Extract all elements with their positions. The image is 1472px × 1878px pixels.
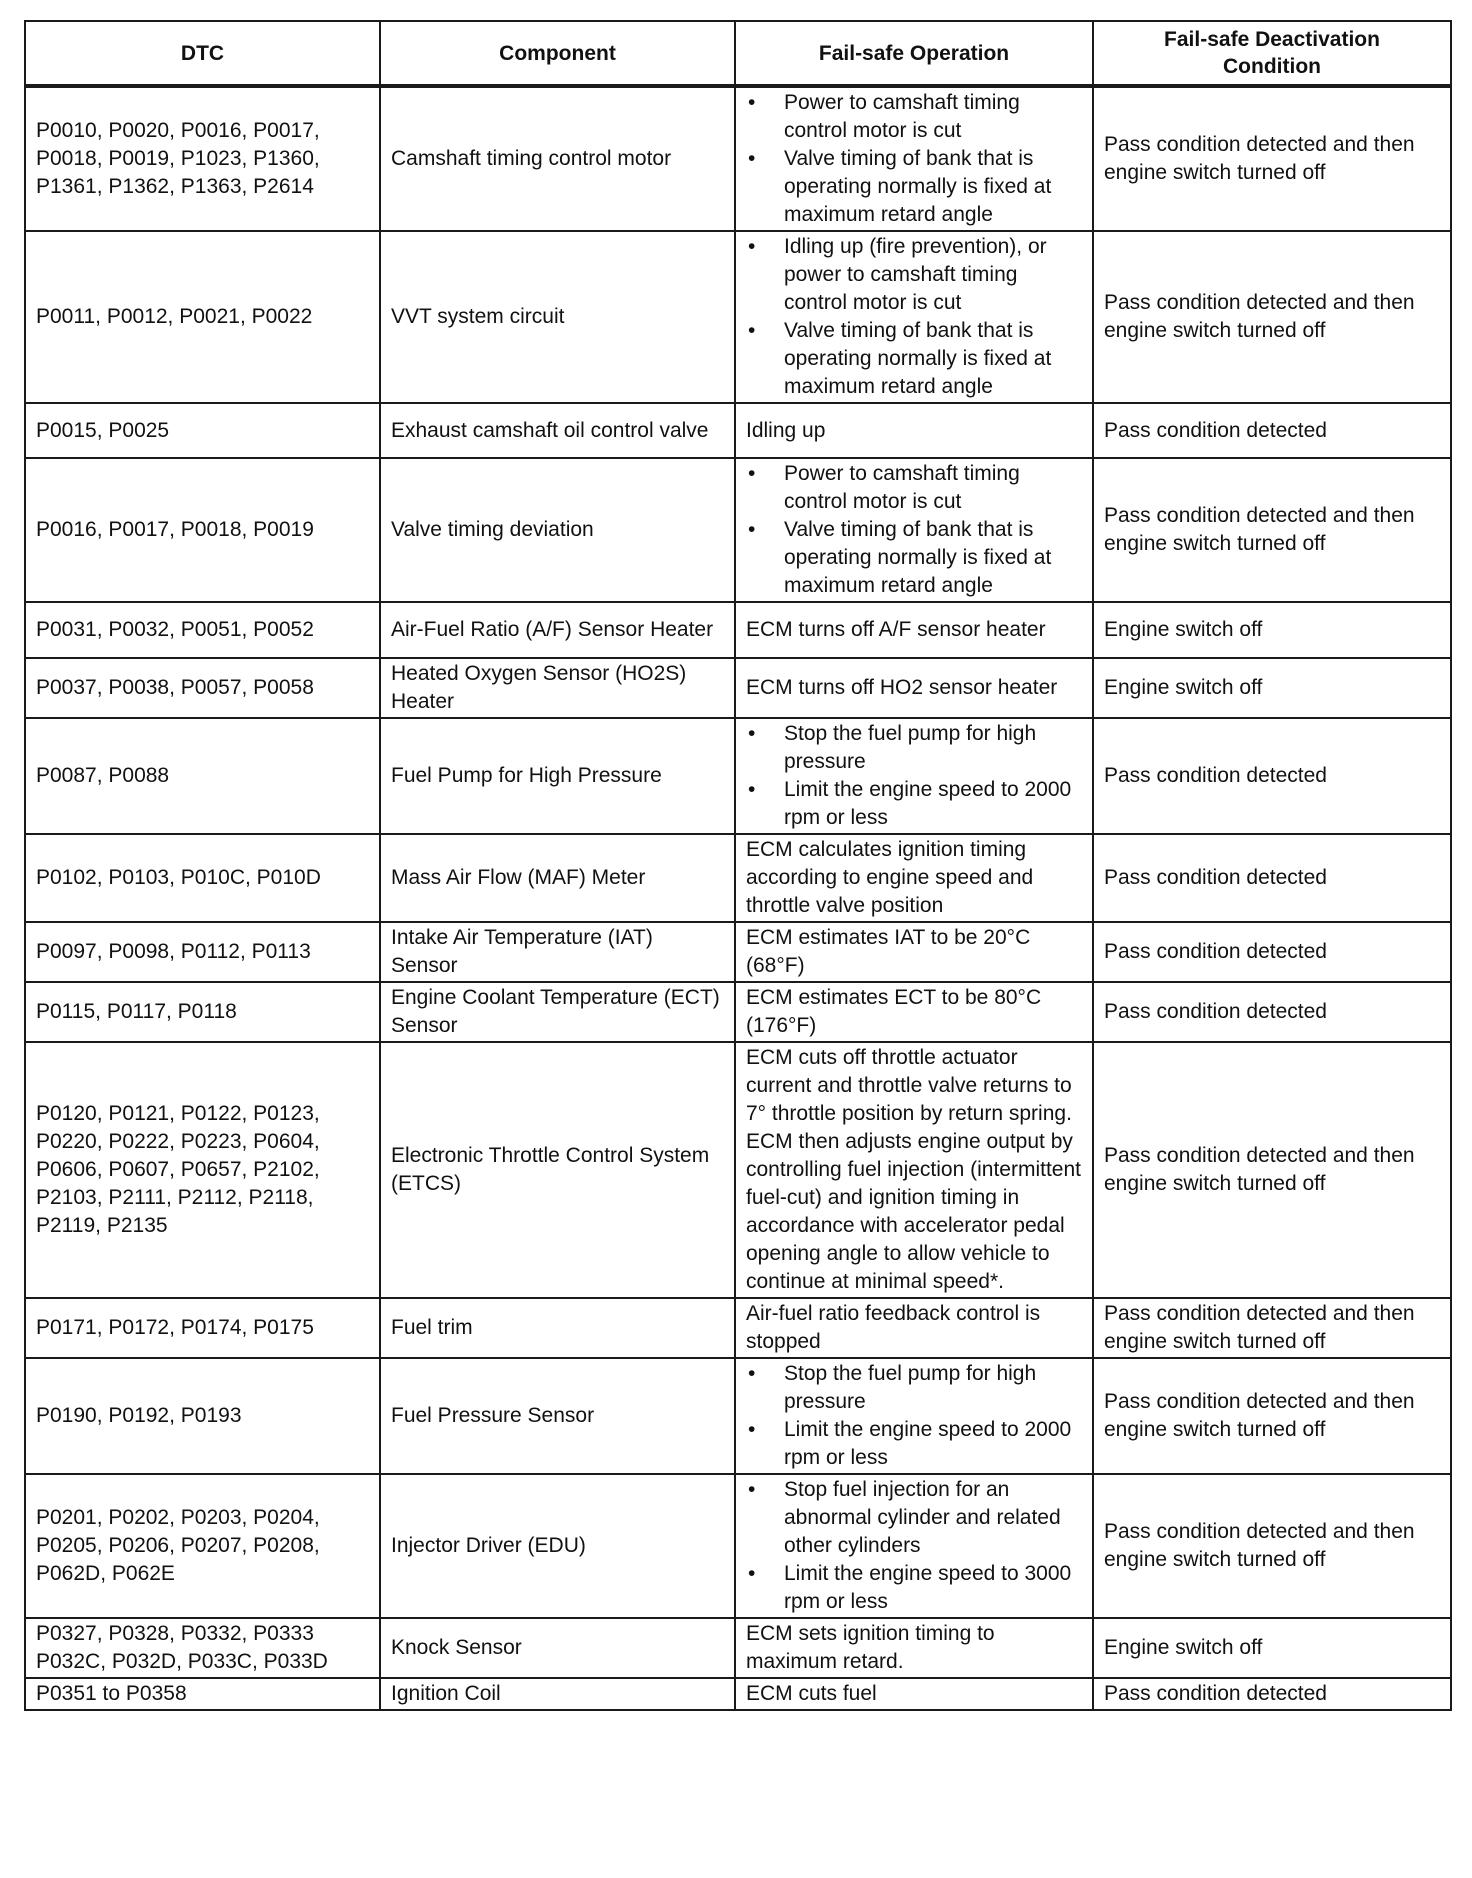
component-cell-text: Heated Oxygen Sensor (HO2S) Heater bbox=[391, 662, 687, 713]
component-cell bbox=[380, 922, 735, 982]
failsafe-operation-cell bbox=[735, 1042, 1093, 1298]
table-row bbox=[25, 231, 1451, 403]
deactivation-condition-cell-text: Pass condition detected bbox=[1104, 1000, 1327, 1023]
table-row bbox=[25, 658, 1451, 718]
failsafe-operation-cell bbox=[735, 982, 1093, 1042]
failsafe-operation-cell-text: Air-fuel ratio feedback control is stopped bbox=[746, 1302, 1041, 1353]
component-cell bbox=[380, 403, 735, 458]
operation-item: • Valve timing of bank that is operating normally is fixed at maximum retard angle bbox=[746, 317, 1082, 401]
component-cell-text: Knock Sensor bbox=[391, 1636, 522, 1659]
operation-list bbox=[746, 1476, 1082, 1616]
dtc-cell-text: P0031, P0032, P0051, P0052 bbox=[36, 618, 314, 641]
table-row bbox=[25, 1618, 1451, 1678]
deactivation-condition-cell bbox=[1093, 1358, 1451, 1474]
deactivation-condition-cell-text: Pass condition detected and then engine switch turned off bbox=[1104, 1144, 1415, 1195]
component-cell bbox=[380, 231, 735, 403]
deactivation-condition-cell-text: Pass condition detected and then engine switch turned off bbox=[1104, 291, 1415, 342]
deactivation-condition-cell bbox=[1093, 1042, 1451, 1298]
dtc-cell bbox=[25, 1298, 380, 1358]
component-cell-text: Valve timing deviation bbox=[391, 518, 594, 541]
failsafe-operation-cell bbox=[735, 602, 1093, 658]
failsafe-operation-cell-text: ECM turns off A/F sensor heater bbox=[746, 618, 1046, 641]
dtc-cell bbox=[25, 403, 380, 458]
failsafe-operation-cell bbox=[735, 922, 1093, 982]
component-cell-text: Electronic Throttle Control System (ETCS) bbox=[391, 1144, 710, 1195]
deactivation-condition-cell bbox=[1093, 982, 1451, 1042]
table-row bbox=[25, 86, 1451, 231]
deactivation-condition-cell bbox=[1093, 718, 1451, 834]
dtc-cell bbox=[25, 982, 380, 1042]
deactivation-condition-cell-text: Pass condition detected bbox=[1104, 866, 1327, 889]
failsafe-operation-cell-text: ECM estimates IAT to be 20°C (68°F) bbox=[746, 926, 1031, 977]
component-cell-text: Fuel Pressure Sensor bbox=[391, 1404, 595, 1427]
component-cell bbox=[380, 602, 735, 658]
table-row bbox=[25, 1298, 1451, 1358]
dtc-cell-text: P0087, P0088 bbox=[36, 764, 170, 787]
table-body bbox=[25, 86, 1451, 1710]
failsafe-operation-cell bbox=[735, 1474, 1093, 1618]
component-cell-text: Camshaft timing control motor bbox=[391, 147, 672, 170]
header-component: Component bbox=[380, 21, 735, 86]
deactivation-condition-cell-text: Pass condition detected bbox=[1104, 940, 1327, 963]
component-cell-text: Mass Air Flow (MAF) Meter bbox=[391, 866, 646, 889]
operation-list bbox=[746, 460, 1082, 600]
deactivation-condition-cell-text: Pass condition detected bbox=[1104, 1682, 1327, 1705]
deactivation-condition-cell bbox=[1093, 1298, 1451, 1358]
operation-list bbox=[746, 233, 1082, 401]
header-row bbox=[25, 21, 1451, 86]
component-cell-text: Engine Coolant Temperature (ECT) Sensor bbox=[391, 986, 720, 1037]
deactivation-condition-cell-text: Engine switch off bbox=[1104, 1636, 1263, 1659]
failsafe-operation-cell bbox=[735, 458, 1093, 602]
operation-item: • Valve timing of bank that is operating normally is fixed at maximum retard angle bbox=[746, 145, 1082, 229]
failsafe-operation-cell-text: ECM cuts off throttle actuator current and throttle valve returns to 7° throttle position by return spring. ECM then adjusts engine output by controlling fuel injection (intermittent fuel-cut) and ignition timing in accordance with accelerator pedal opening angle to allow vehicle to continue at minimal speed*. bbox=[746, 1046, 1081, 1293]
dtc-cell-text: P0097, P0098, P0112, P0113 bbox=[36, 940, 311, 963]
deactivation-condition-cell-text: Pass condition detected and then engine switch turned off bbox=[1104, 133, 1415, 184]
deactivation-condition-cell bbox=[1093, 658, 1451, 718]
operation-item: • Stop the fuel pump for high pressure bbox=[746, 720, 1082, 776]
deactivation-condition-cell-text: Pass condition detected and then engine switch turned off bbox=[1104, 1302, 1415, 1353]
dtc-cell bbox=[25, 1678, 380, 1710]
operation-item: • Limit the engine speed to 2000 rpm or less bbox=[746, 1416, 1082, 1472]
component-cell bbox=[380, 1474, 735, 1618]
operation-item: • Power to camshaft timing control motor is cut bbox=[746, 89, 1082, 145]
failsafe-operation-cell-text: ECM estimates ECT to be 80°C (176°F) bbox=[746, 986, 1042, 1037]
table-row bbox=[25, 982, 1451, 1042]
deactivation-condition-cell bbox=[1093, 1618, 1451, 1678]
operation-item: • Limit the engine speed to 3000 rpm or less bbox=[746, 1560, 1082, 1616]
table-row bbox=[25, 834, 1451, 922]
failsafe-operation-cell bbox=[735, 86, 1093, 231]
dtc-cell-text: P0201, P0202, P0203, P0204, P0205, P0206, P0207, P0208, P062D, P062E bbox=[36, 1506, 320, 1585]
component-cell bbox=[380, 718, 735, 834]
deactivation-condition-cell bbox=[1093, 602, 1451, 658]
component-cell-text: Fuel trim bbox=[391, 1316, 473, 1339]
failsafe-operation-cell-text: ECM calculates ignition timing according to engine speed and throttle valve position bbox=[746, 838, 1034, 917]
dtc-cell bbox=[25, 1042, 380, 1298]
dtc-cell-text: P0190, P0192, P0193 bbox=[36, 1404, 242, 1427]
failsafe-operation-cell-text: ECM sets ignition timing to maximum retard. bbox=[746, 1622, 995, 1673]
operation-list bbox=[746, 720, 1082, 832]
component-cell bbox=[380, 1298, 735, 1358]
deactivation-condition-cell-text: Engine switch off bbox=[1104, 618, 1263, 641]
component-cell-text: Intake Air Temperature (IAT) Sensor bbox=[391, 926, 653, 977]
deactivation-condition-cell-text: Pass condition detected bbox=[1104, 418, 1327, 442]
dtc-cell bbox=[25, 834, 380, 922]
deactivation-condition-cell bbox=[1093, 1474, 1451, 1618]
component-cell-text: VVT system circuit bbox=[391, 305, 565, 328]
component-cell bbox=[380, 1678, 735, 1710]
component-cell-text: Air-Fuel Ratio (A/F) Sensor Heater bbox=[391, 618, 714, 641]
dtc-cell-text: P0171, P0172, P0174, P0175 bbox=[36, 1316, 314, 1339]
deactivation-condition-cell-text: Pass condition detected and then engine switch turned off bbox=[1104, 1390, 1415, 1441]
deactivation-condition-cell-text: Pass condition detected and then engine switch turned off bbox=[1104, 504, 1415, 555]
operation-item: • Stop fuel injection for an abnormal cylinder and related other cylinders bbox=[746, 1476, 1082, 1560]
failsafe-operation-cell-text: ECM turns off HO2 sensor heater bbox=[746, 676, 1058, 699]
dtc-cell bbox=[25, 658, 380, 718]
header-failsafe-operation: Fail-safe Operation bbox=[735, 21, 1093, 86]
table-row bbox=[25, 922, 1451, 982]
deactivation-condition-cell-text: Pass condition detected bbox=[1104, 764, 1327, 787]
dtc-cell-text: P0327, P0328, P0332, P0333 P032C, P032D, P033C, P033D bbox=[36, 1622, 328, 1673]
operation-list bbox=[746, 89, 1082, 229]
dtc-cell-text: P0037, P0038, P0057, P0058 bbox=[36, 676, 314, 699]
header-deactivation-condition: Fail-safe Deactivation Condition bbox=[1093, 21, 1451, 86]
table-row bbox=[25, 403, 1451, 458]
component-cell-text: Ignition Coil bbox=[391, 1682, 501, 1705]
table-row bbox=[25, 1474, 1451, 1618]
component-cell bbox=[380, 982, 735, 1042]
component-cell bbox=[380, 834, 735, 922]
failsafe-operation-cell bbox=[735, 231, 1093, 403]
deactivation-condition-cell bbox=[1093, 1678, 1451, 1710]
dtc-cell-text: P0115, P0117, P0118 bbox=[36, 1000, 237, 1023]
dtc-cell bbox=[25, 602, 380, 658]
deactivation-condition-cell-text: Pass condition detected and then engine switch turned off bbox=[1104, 1520, 1415, 1571]
failsafe-operation-cell-text: Idling up bbox=[746, 418, 826, 442]
failsafe-operation-cell-text: ECM cuts fuel bbox=[746, 1682, 877, 1705]
dtc-cell-text: P0351 to P0358 bbox=[36, 1682, 187, 1705]
failsafe-operation-cell bbox=[735, 403, 1093, 458]
operation-item: • Power to camshaft timing control motor is cut bbox=[746, 460, 1082, 516]
dtc-cell bbox=[25, 231, 380, 403]
header-dtc: DTC bbox=[25, 21, 380, 86]
table-header bbox=[25, 21, 1451, 86]
deactivation-condition-cell bbox=[1093, 834, 1451, 922]
deactivation-condition-cell bbox=[1093, 231, 1451, 403]
dtc-cell bbox=[25, 1358, 380, 1474]
failsafe-table bbox=[24, 20, 1452, 1711]
failsafe-operation-cell bbox=[735, 658, 1093, 718]
operation-item: • Limit the engine speed to 2000 rpm or less bbox=[746, 776, 1082, 832]
component-cell-text: Exhaust camshaft oil control valve bbox=[391, 418, 709, 442]
component-cell bbox=[380, 658, 735, 718]
failsafe-operation-cell bbox=[735, 834, 1093, 922]
component-cell bbox=[380, 1042, 735, 1298]
table-row bbox=[25, 602, 1451, 658]
table-row bbox=[25, 1678, 1451, 1710]
component-cell-text: Injector Driver (EDU) bbox=[391, 1534, 586, 1557]
operation-item: • Stop the fuel pump for high pressure bbox=[746, 1360, 1082, 1416]
component-cell bbox=[380, 1358, 735, 1474]
failsafe-operation-cell bbox=[735, 1678, 1093, 1710]
table-row bbox=[25, 718, 1451, 834]
dtc-cell bbox=[25, 458, 380, 602]
dtc-cell-text: P0015, P0025 bbox=[36, 418, 170, 442]
failsafe-operation-cell bbox=[735, 718, 1093, 834]
table-row bbox=[25, 1042, 1451, 1298]
failsafe-operation-cell bbox=[735, 1298, 1093, 1358]
dtc-cell bbox=[25, 718, 380, 834]
failsafe-operation-cell bbox=[735, 1358, 1093, 1474]
dtc-cell-text: P0010, P0020, P0016, P0017, P0018, P0019, P1023, P1360, P1361, P1362, P1363, P2614 bbox=[36, 119, 320, 198]
operation-item: • Idling up (fire prevention), or power to camshaft timing control motor is cut bbox=[746, 233, 1082, 317]
dtc-cell-text: P0016, P0017, P0018, P0019 bbox=[36, 518, 314, 541]
deactivation-condition-cell bbox=[1093, 86, 1451, 231]
deactivation-condition-cell bbox=[1093, 403, 1451, 458]
dtc-cell-text: P0102, P0103, P010C, P010D bbox=[36, 866, 321, 889]
dtc-cell bbox=[25, 1474, 380, 1618]
dtc-cell bbox=[25, 86, 380, 231]
component-cell-text: Fuel Pump for High Pressure bbox=[391, 764, 662, 787]
operation-list bbox=[746, 1360, 1082, 1472]
dtc-cell bbox=[25, 1618, 380, 1678]
operation-item: • Valve timing of bank that is operating normally is fixed at maximum retard angle bbox=[746, 516, 1082, 600]
table-row bbox=[25, 458, 1451, 602]
deactivation-condition-cell bbox=[1093, 922, 1451, 982]
component-cell bbox=[380, 1618, 735, 1678]
deactivation-condition-cell-text: Engine switch off bbox=[1104, 676, 1263, 699]
dtc-cell-text: P0120, P0121, P0122, P0123, P0220, P0222, P0223, P0604, P0606, P0607, P0657, P2102, P2103, P2111, P2112, P2118, P2119, P2135 bbox=[36, 1102, 320, 1237]
dtc-cell-text: P0011, P0012, P0021, P0022 bbox=[36, 305, 313, 328]
failsafe-operation-cell bbox=[735, 1618, 1093, 1678]
deactivation-condition-cell bbox=[1093, 458, 1451, 602]
table-row bbox=[25, 1358, 1451, 1474]
dtc-cell bbox=[25, 922, 380, 982]
component-cell bbox=[380, 86, 735, 231]
component-cell bbox=[380, 458, 735, 602]
